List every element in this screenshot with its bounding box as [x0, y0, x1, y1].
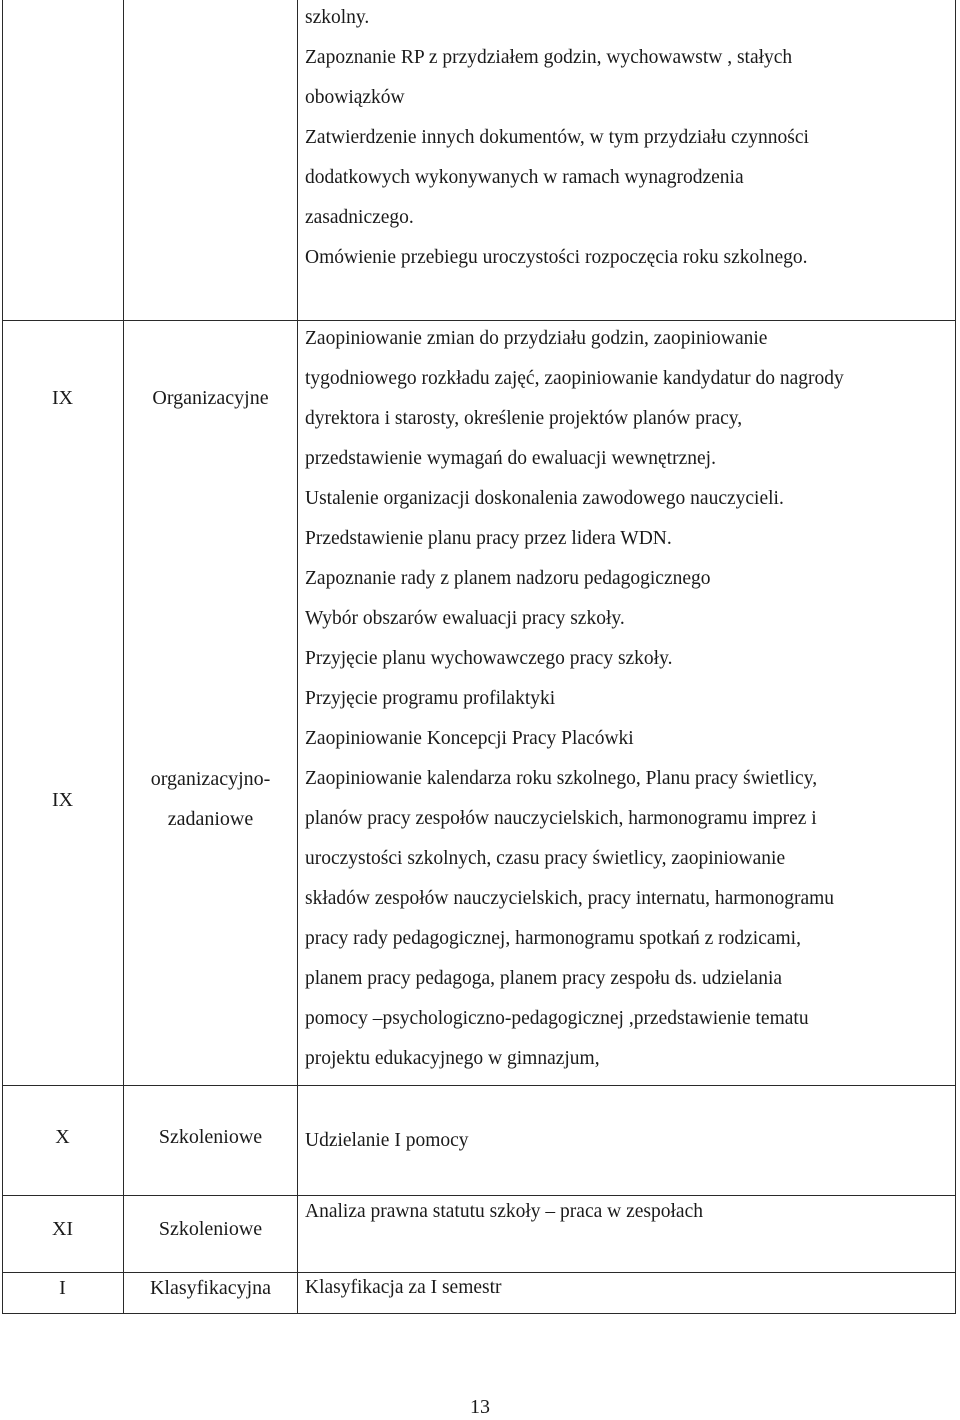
page-number: 13: [470, 1396, 490, 1418]
row-2-type: [124, 759, 297, 839]
content-line: Wybór obszarów ewaluacji pracy szkoły.: [305, 608, 625, 629]
type-line: organizacyjno-: [150, 768, 271, 790]
row-divider-2: [2, 1085, 956, 1086]
content-line: Przyjęcie programu profilaktyki: [305, 688, 556, 709]
row-1-content: [305, 319, 955, 479]
content-line: Zatwierdzenie innych dokumentów, w tym przydziału czynności: [305, 127, 809, 148]
content-line: dodatkowych wykonywanych w ramach wynagrodzenia: [305, 167, 744, 188]
content-line: Zaopiniowanie kalendarza roku szkolnego, Planu pracy świetlicy,: [305, 768, 818, 789]
content-line: dyrektora i starosty, określenie projektów planów pracy,: [305, 408, 743, 429]
content-line: planem pracy pedagoga, planem pracy zespołu ds. udzielania: [305, 968, 783, 989]
content-line: tygodniowego rozkładu zajęć, zaopiniowanie kandydatur do nagrody: [305, 368, 844, 389]
content-line: Zaopiniowanie zmian do przydziału godzin, zaopiniowanie: [305, 328, 768, 349]
row-2-month: IX: [51, 789, 74, 811]
row-1-type: Organizacyjne: [152, 387, 269, 409]
row-5-content: Klasyfikacja za I semestr: [305, 1277, 502, 1298]
content-line: Zaopiniowanie Koncepcji Pracy Placówki: [305, 728, 634, 749]
content-line: Przyjęcie planu wychowawczego pracy szkoły.: [305, 648, 673, 669]
content-line: obowiązków: [305, 87, 405, 108]
row-4-content: Analiza prawna statutu szkoły – praca w zespołach: [305, 1201, 703, 1222]
content-line: projektu edukacyjnego w gimnazjum,: [305, 1048, 600, 1069]
content-line: zasadniczego.: [305, 207, 414, 228]
content-line: pracy rady pedagogicznej, harmonogramu spotkań z rodzicami,: [305, 928, 801, 949]
type-line: zadaniowe: [167, 808, 254, 830]
content-line: przedstawienie wymagań do ewaluacji wewnętrznej.: [305, 448, 716, 469]
table-border-bottom: [2, 1313, 956, 1314]
content-line: Zapoznanie rady z planem nadzoru pedagogicznego: [305, 568, 711, 589]
row-2-content: [305, 479, 955, 1079]
content-line: pomocy –psychologiczno-pedagogicznej ,przedstawienie tematu: [305, 1008, 809, 1029]
row-3-type: Szkoleniowe: [158, 1126, 263, 1148]
content-line: Ustalenie organizacji doskonalenia zawodowego nauczycieli.: [305, 488, 784, 509]
row-4-type: Szkoleniowe: [158, 1218, 263, 1240]
content-line: Omówienie przebiegu uroczystości rozpoczęcia roku szkolnego.: [305, 247, 808, 268]
column-divider-2: [297, 0, 298, 1314]
row-5-month: I: [59, 1277, 66, 1299]
row-0-content: [305, 0, 955, 278]
content-line: składów zespołów nauczycielskich, pracy internatu, harmonogramu: [305, 888, 835, 909]
table-border-right: [955, 0, 956, 1314]
row-5-type: Klasyfikacyjna: [149, 1277, 272, 1299]
content-line: Zapoznanie RP z przydziałem godzin, wychowawstw , stałych: [305, 47, 793, 68]
content-line: uroczystości szkolnych, czasu pracy świetlicy, zaopiniowanie: [305, 848, 786, 869]
content-line: szkolny.: [305, 7, 370, 28]
row-3-month: X: [55, 1126, 70, 1148]
content-line: planów pracy zespołów nauczycielskich, harmonogramu imprez i: [305, 808, 817, 829]
row-4-month: XI: [51, 1218, 74, 1240]
row-3-content: Udzielanie I pomocy: [305, 1130, 469, 1151]
row-1-month: IX: [51, 387, 74, 409]
content-line: Przedstawienie planu pracy przez lidera WDN.: [305, 528, 672, 549]
